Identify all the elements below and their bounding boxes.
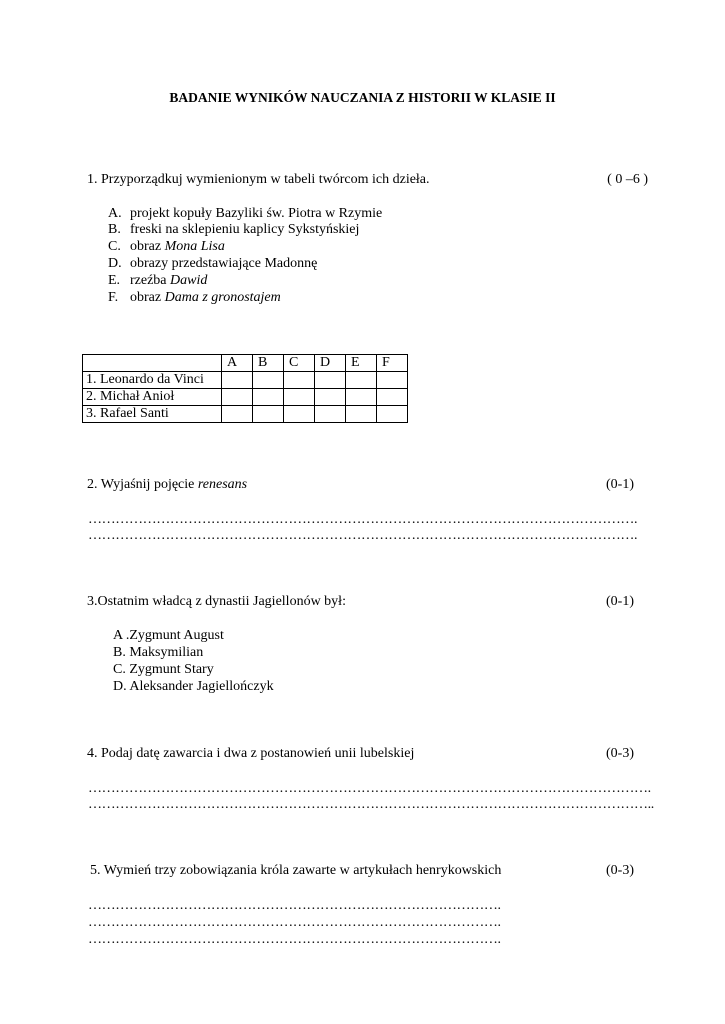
option-letter: C. xyxy=(108,239,121,254)
answer-line[interactable]: ………………………………………………………………………………. xyxy=(88,915,501,930)
question-4-text: 4. Podaj datę zawarcia i dwa z postanowień unii lubelskiej xyxy=(87,746,415,761)
page-title: BADANIE WYNIKÓW NAUCZANIA Z HISTORII W KLASIE II xyxy=(169,90,556,105)
question-2-points: (0-1) xyxy=(606,477,634,492)
table-header-cell: C xyxy=(284,355,315,372)
table-answer-cell[interactable] xyxy=(253,406,284,423)
list-item: A .Zygmunt August xyxy=(113,628,224,643)
table-header-cell: A xyxy=(222,355,253,372)
question-5-text: 5. Wymień trzy zobowiązania króla zawarte w artykułach henrykowskich xyxy=(90,863,502,878)
list-item xyxy=(108,272,207,289)
question-5-points: (0-3) xyxy=(606,863,634,878)
option-italic-text: Dama z gronostajem xyxy=(164,290,281,305)
option-text: obraz xyxy=(130,239,165,254)
answer-line[interactable]: ………………………………………………………………………………. xyxy=(88,898,501,913)
answer-table xyxy=(82,354,408,423)
option-letter: F. xyxy=(108,290,119,305)
table-row xyxy=(83,406,408,423)
table-row xyxy=(83,389,408,406)
table-header-cell: E xyxy=(346,355,377,372)
table-answer-cell[interactable] xyxy=(315,389,346,406)
table-answer-cell[interactable] xyxy=(377,406,408,423)
list-item xyxy=(108,221,359,238)
question-3-text: 3.Ostatnim władcą z dynastii Jagiellonów był: xyxy=(87,594,346,609)
table-answer-cell[interactable] xyxy=(377,372,408,389)
table-answer-cell[interactable] xyxy=(315,372,346,389)
table-row-label: 1. Leonardo da Vinci xyxy=(83,372,222,389)
table-answer-cell[interactable] xyxy=(253,372,284,389)
question-1-points: ( 0 –6 ) xyxy=(607,172,648,187)
table-answer-cell[interactable] xyxy=(284,372,315,389)
table-answer-cell[interactable] xyxy=(253,389,284,406)
table-answer-cell[interactable] xyxy=(222,389,253,406)
table-answer-cell[interactable] xyxy=(346,406,377,423)
table-row-label: 2. Michał Anioł xyxy=(83,389,222,406)
option-italic-text: Dawid xyxy=(170,273,208,288)
option-letter: B. xyxy=(108,222,121,237)
table-row xyxy=(83,372,408,389)
table-header-row xyxy=(83,355,408,372)
question-2-italic-term: renesans xyxy=(197,477,248,492)
question-2-label: 2. Wyjaśnij pojęcie xyxy=(87,477,198,492)
table-answer-cell[interactable] xyxy=(222,406,253,423)
table-row-label: 3. Rafael Santi xyxy=(83,406,222,423)
option-letter: E. xyxy=(108,273,121,288)
question-3-points: (0-1) xyxy=(606,594,634,609)
table-header-cell: D xyxy=(315,355,346,372)
list-item: C. Zygmunt Stary xyxy=(113,662,214,677)
option-text: obraz xyxy=(130,290,165,305)
list-item: D. Aleksander Jagiellończyk xyxy=(113,679,274,694)
option-text: freski na sklepieniu kaplicy Sykstyńskiej xyxy=(130,222,360,237)
option-italic-text: Mona Lisa xyxy=(164,239,225,254)
table-answer-cell[interactable] xyxy=(377,389,408,406)
table-answer-cell[interactable] xyxy=(315,406,346,423)
list-item xyxy=(108,238,225,255)
question-2-text xyxy=(87,476,247,493)
answer-line[interactable]: ……………………………………………………………………………………………………………. xyxy=(88,781,651,796)
answer-line[interactable]: …………………………………………………………………………………………………………. xyxy=(88,512,638,527)
table-answer-cell[interactable] xyxy=(346,389,377,406)
list-item xyxy=(108,205,382,222)
list-item xyxy=(108,289,281,306)
option-letter: A. xyxy=(108,206,122,221)
question-4-points: (0-3) xyxy=(606,746,634,761)
list-item: B. Maksymilian xyxy=(113,645,204,660)
table-answer-cell[interactable] xyxy=(222,372,253,389)
answer-line[interactable]: …………………………………………………………………………………………………………. xyxy=(88,528,638,543)
table-corner-cell xyxy=(83,355,222,372)
list-item xyxy=(108,255,317,272)
option-text: projekt kopuły Bazyliki św. Piotra w Rzymie xyxy=(130,206,383,221)
option-letter: D. xyxy=(108,256,122,271)
table-answer-cell[interactable] xyxy=(346,372,377,389)
question-1-text: 1. Przyporządkuj wymienionym w tabeli twórcom ich dzieła. xyxy=(87,172,430,187)
table-answer-cell[interactable] xyxy=(284,389,315,406)
option-text: obrazy przedstawiające Madonnę xyxy=(130,256,318,271)
table-answer-cell[interactable] xyxy=(284,406,315,423)
answer-line[interactable]: …………………………………………………………………………………………………………….. xyxy=(88,797,654,812)
table-header-cell: F xyxy=(377,355,408,372)
option-text: rzeźba xyxy=(130,273,171,288)
table-header-cell: B xyxy=(253,355,284,372)
answer-line[interactable]: ………………………………………………………………………………. xyxy=(88,932,501,947)
